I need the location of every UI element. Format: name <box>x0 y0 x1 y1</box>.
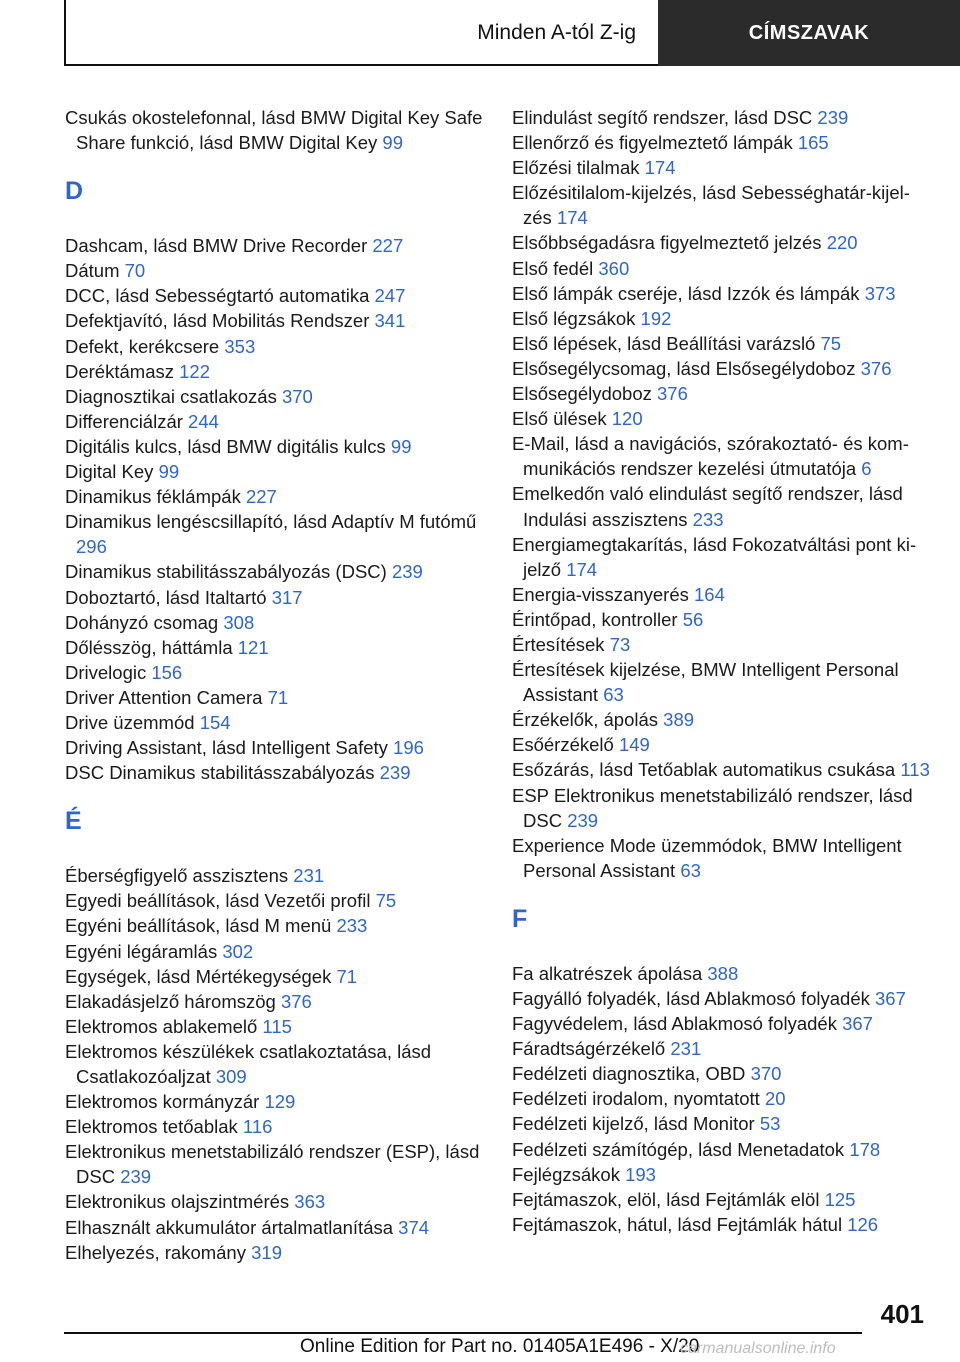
page-reference-link[interactable]: 174 <box>566 558 598 580</box>
page-reference-link[interactable]: 220 <box>826 232 858 254</box>
page-reference-link[interactable]: 193 <box>625 1163 656 1185</box>
page-reference-link[interactable]: 120 <box>611 408 643 430</box>
page-reference-link[interactable]: 367 <box>842 1013 873 1035</box>
index-entry-label: Fedélzeti számítógép, lásd Menetadatok <box>512 1138 845 1160</box>
index-entry-label: Fejtámaszok, hátul, lásd Fejtámlák hátul <box>512 1213 843 1235</box>
index-entry-label: Dohányzó csomag <box>65 611 219 633</box>
index-entry <box>65 105 485 155</box>
index-entry <box>65 735 485 760</box>
page-reference-link[interactable]: 231 <box>670 1038 702 1060</box>
index-entry <box>65 585 485 610</box>
index-entry <box>65 1189 485 1214</box>
page-reference-link[interactable]: 75 <box>375 890 397 912</box>
index-entry-label: DSC Dinamikus stabilitásszabályozás <box>65 762 375 784</box>
index-entry <box>512 532 932 582</box>
page-reference-link[interactable]: 196 <box>393 737 424 759</box>
page-reference-link[interactable]: 165 <box>797 132 829 154</box>
page-reference-link[interactable]: 6 <box>861 458 872 480</box>
page-reference-link[interactable]: 71 <box>267 686 289 708</box>
index-entry-label: DCC, lásd Sebességtartó automatika <box>65 285 370 307</box>
index-entry <box>65 559 485 584</box>
page-reference-link[interactable]: 231 <box>293 865 325 887</box>
page-reference-link[interactable]: 239 <box>567 809 599 831</box>
index-entry-label: Egyéni légáramlás <box>65 940 218 962</box>
index-entry-label: Energia-visszanyerés <box>512 583 689 605</box>
index-column-left <box>65 105 485 1265</box>
index-entry <box>512 230 932 255</box>
index-entry-label: Fagyálló folyadék, lásd Ablakmosó folyadék <box>512 988 870 1009</box>
index-entry-label: Elektromos készülékek csatlakoztatása, lásd Csatlakozóaljzat <box>65 1040 432 1087</box>
index-entry-label: Csukás okostelefonnal, lásd BMW Digital Key Safe Share funkció, lásd BMW Digital Key <box>65 107 483 154</box>
page-reference-link[interactable]: 239 <box>120 1166 152 1188</box>
index-entry-label: Első lámpák cseréje, lásd Izzók és lámpák <box>512 282 860 304</box>
index-entry-label: Elindulást segítő rendszer, lásd DSC <box>512 107 813 128</box>
index-entry <box>512 381 932 406</box>
index-entry-label: Defekt, kerékcsere <box>65 335 220 357</box>
page-reference-link[interactable]: 53 <box>759 1113 781 1135</box>
page-reference-link[interactable]: 308 <box>223 611 255 633</box>
index-entry-label: Differenciálzár <box>65 410 183 432</box>
page-reference-link[interactable]: 373 <box>864 282 896 304</box>
index-entry <box>65 760 485 785</box>
page-reference-link[interactable]: 227 <box>372 235 404 257</box>
index-entry <box>512 281 932 306</box>
index-entry <box>65 635 485 660</box>
page-reference-link[interactable]: 353 <box>224 335 256 357</box>
index-entry-label: Elhelyezés, rakomány <box>65 1241 246 1263</box>
index-entry <box>65 283 485 308</box>
index-entry <box>512 582 932 607</box>
index-entry-label: Elektromos kormányzár <box>65 1091 260 1113</box>
index-entry-label: Érintőpad, kontroller <box>512 608 678 630</box>
page-reference-link[interactable]: 370 <box>750 1063 782 1085</box>
index-entry <box>65 660 485 685</box>
index-entry <box>65 913 485 938</box>
index-entry <box>512 783 932 833</box>
page-reference-link[interactable]: 99 <box>390 435 412 457</box>
index-entry-label: Driver Attention Camera <box>65 686 263 708</box>
page-reference-link[interactable]: 367 <box>875 988 906 1009</box>
index-entry-label: Emelkedőn való elindulást segítő rendszer, lásd Indulási asszisztens <box>512 483 903 530</box>
index-column-right <box>512 105 932 1237</box>
index-entry-label: Elakadásjelző háromszög <box>65 990 276 1012</box>
section-letter: F <box>512 904 528 933</box>
index-entry-label: Előzésitilalom-kijelzés, lásd Sebességhatár-kijelzés <box>512 182 910 229</box>
index-entry-label: Ellenőrző és figyelmeztető lámpák <box>512 132 793 154</box>
page-reference-link[interactable]: 56 <box>682 608 704 630</box>
page-reference-link[interactable]: 149 <box>618 734 650 756</box>
page-reference-link[interactable]: 70 <box>124 260 146 282</box>
header-tab-label[interactable]: CÍMSZAVAK <box>658 0 960 66</box>
index-entry-label: Egyedi beállítások, lásd Vezetői profil <box>65 890 371 912</box>
page-reference-link[interactable]: 317 <box>271 586 303 608</box>
page-reference-link[interactable]: 192 <box>640 307 672 329</box>
page-reference-link[interactable]: 233 <box>692 508 724 530</box>
index-entry <box>512 1212 932 1237</box>
index-entry <box>512 632 932 657</box>
index-entry-label: Dinamikus féklámpák <box>65 486 241 508</box>
index-entry-label: Fagyvédelem, lásd Ablakmosó folyadék <box>512 1013 837 1035</box>
section-letter: É <box>65 807 82 836</box>
index-entry <box>65 1014 485 1039</box>
page-reference-link[interactable]: 360 <box>598 257 630 279</box>
index-entry <box>512 707 932 732</box>
index-entry-label: Fa alkatrészek ápolása <box>512 962 703 984</box>
page-reference-link[interactable]: 376 <box>860 357 892 379</box>
section-letter: D <box>65 177 84 206</box>
index-entry <box>65 459 485 484</box>
watermark: carmanualsonline.info <box>680 1340 836 1357</box>
index-entry <box>512 1086 932 1111</box>
index-entry <box>65 1039 485 1089</box>
index-entry <box>512 732 932 757</box>
index-entry <box>512 155 932 180</box>
index-entry-label: Digital Key <box>65 461 154 483</box>
index-entry-label: Fejlégzsákok <box>512 1163 620 1185</box>
index-entry-label: ESP Elektronikus menetstabilizáló rendszer, lásd DSC <box>512 784 913 831</box>
index-entry <box>512 757 932 782</box>
index-entry-label: Éberségfigyelő asszisztens <box>65 865 289 887</box>
page-reference-link[interactable]: 376 <box>657 383 688 405</box>
index-entry <box>512 130 932 155</box>
page-reference-link[interactable]: 174 <box>644 157 676 179</box>
index-entry <box>512 961 932 986</box>
index-entry <box>65 409 485 434</box>
index-entry <box>512 1061 932 1086</box>
index-entry <box>65 685 485 710</box>
index-entry-label: Deréktámasz <box>65 360 174 382</box>
index-entry <box>512 105 932 130</box>
index-entry <box>65 484 485 509</box>
index-entry-label: Esőérzékelő <box>512 734 614 756</box>
index-entry-label: Diagnosztikai csatlakozás <box>65 385 277 407</box>
page-reference-link[interactable]: 370 <box>281 385 313 407</box>
page-reference-link[interactable]: 239 <box>817 107 849 128</box>
page-reference-link[interactable]: 244 <box>188 410 219 432</box>
page-reference-link[interactable]: 125 <box>824 1188 856 1210</box>
page-reference-link[interactable]: 376 <box>280 990 312 1012</box>
index-entry-label: Egységek, lásd Mértékegységek <box>65 965 332 987</box>
page-reference-link[interactable]: 389 <box>663 709 695 731</box>
page-reference-link[interactable]: 156 <box>151 661 183 683</box>
index-entry-label: Elsősegélydoboz <box>512 383 652 405</box>
index-entry-label: Első fedél <box>512 257 594 279</box>
index-entry <box>65 359 485 384</box>
index-entry-label: Fáradtságérzékelő <box>512 1038 666 1060</box>
index-entry-label: Experience Mode üzemmódok, BMW Intelligent Personal Assistant <box>512 834 902 881</box>
index-entry <box>65 1114 485 1139</box>
footer-divider <box>64 1332 862 1334</box>
page-reference-link[interactable]: 309 <box>215 1066 247 1087</box>
page-reference-link[interactable]: 296 <box>76 536 107 558</box>
index-entry <box>512 1162 932 1187</box>
index-entry <box>512 1011 932 1036</box>
page-reference-link[interactable]: 302 <box>222 940 254 962</box>
index-entry-label: Fedélzeti kijelző, lásd Monitor <box>512 1113 755 1135</box>
index-entry <box>512 1137 932 1162</box>
index-entry-label: Energiamegtakarítás, lásd Fokozatváltási pont kijelző <box>512 533 917 580</box>
index-entry-label: Dashcam, lásd BMW Drive Recorder <box>65 235 368 257</box>
page-reference-link[interactable]: 233 <box>336 915 368 937</box>
page-reference-link[interactable]: 341 <box>374 310 406 332</box>
index-entry-label: Defektjavító, lásd Mobilitás Rendszer <box>65 310 370 332</box>
index-entry <box>512 481 932 531</box>
page-number: 401 <box>880 1299 924 1329</box>
index-entry <box>512 833 932 883</box>
index-entry-label: Fedélzeti diagnosztika, OBD <box>512 1063 746 1085</box>
index-entry-label: Dőlésszög, háttámla <box>65 636 233 658</box>
index-entry <box>65 384 485 409</box>
index-entry-label: Fejtámaszok, elöl, lásd Fejtámlák elöl <box>512 1188 820 1210</box>
index-entry <box>512 331 932 356</box>
index-entry-label: Elsőbbségadásra figyelmeztető jelzés <box>512 232 822 254</box>
page-reference-link[interactable]: 178 <box>849 1138 881 1160</box>
index-entry <box>65 233 485 258</box>
index-entry <box>65 1139 485 1189</box>
index-entry-label: Elektronikus menetstabilizáló rendszer (ESP), lásd DSC <box>65 1141 480 1188</box>
index-entry <box>65 863 485 888</box>
index-entry <box>512 431 932 481</box>
index-entry <box>512 986 932 1011</box>
page-reference-link[interactable]: 164 <box>694 583 725 605</box>
index-entry-label: Előzési tilalmak <box>512 157 640 179</box>
index-entry-label: Elektromos tetőablak <box>65 1116 238 1138</box>
index-entry <box>512 256 932 281</box>
index-entry <box>512 406 932 431</box>
page-reference-link[interactable]: 122 <box>179 360 210 382</box>
index-entry-label: Doboztartó, lásd Italtartó <box>65 586 267 608</box>
index-entry <box>65 434 485 459</box>
index-entry <box>65 710 485 735</box>
index-entry-label: Első ülések <box>512 408 607 430</box>
page-reference-link[interactable]: 63 <box>603 684 624 706</box>
index-entry-label: Dinamikus stabilitásszabályozás (DSC) <box>65 561 387 583</box>
index-entry <box>512 657 932 707</box>
page-reference-link[interactable]: 239 <box>391 561 423 583</box>
page-reference-link[interactable]: 99 <box>382 132 403 154</box>
index-entry <box>512 607 932 632</box>
index-entry-label: Elektromos ablakemelő <box>65 1015 258 1037</box>
page-reference-link[interactable]: 113 <box>900 759 930 781</box>
index-entry <box>65 964 485 989</box>
page-reference-link[interactable]: 319 <box>251 1241 282 1263</box>
index-entry-label: Digitális kulcs, lásd BMW digitális kulcs <box>65 435 386 457</box>
index-entry-label: Drive üzemmód <box>65 711 195 733</box>
page-reference-link[interactable]: 71 <box>336 965 358 987</box>
index-entry <box>65 308 485 333</box>
index-entry-label: Fedélzeti irodalom, nyomtatott <box>512 1088 760 1110</box>
page-reference-link[interactable]: 73 <box>609 633 631 655</box>
index-entry <box>512 306 932 331</box>
page-reference-link[interactable]: 121 <box>237 636 269 658</box>
page-reference-link[interactable]: 247 <box>374 285 406 307</box>
index-entry <box>65 610 485 635</box>
index-entry-label: Dátum <box>65 260 120 282</box>
index-entry-label: Érzékelők, ápolás <box>512 709 659 731</box>
page-reference-link[interactable]: 227 <box>245 486 277 508</box>
index-entry-label: Drivelogic <box>65 661 147 683</box>
index-entry <box>65 939 485 964</box>
index-entry-label: E-Mail, lásd a navigációs, szórakoztató- és kommunikációs rendszer kezelési útmutatója <box>512 433 909 480</box>
index-entry-label: Driving Assistant, lásd Intelligent Safety <box>65 737 388 759</box>
index-entry <box>65 1240 485 1265</box>
index-entry-label: Esőzárás, lásd Tetőablak automatikus csukása <box>512 759 896 781</box>
page-reference-link[interactable]: 154 <box>199 711 231 733</box>
page-reference-link[interactable]: 115 <box>262 1015 292 1037</box>
index-entry-label: Elektronikus olajszintmérés <box>65 1191 290 1213</box>
page-reference-link[interactable]: 174 <box>556 207 588 229</box>
page-reference-link[interactable]: 239 <box>379 762 411 784</box>
index-entry <box>65 888 485 913</box>
header-title: Minden A-tól Z-ig <box>477 21 636 44</box>
index-entry <box>65 989 485 1014</box>
page-reference-link[interactable]: 126 <box>847 1213 879 1235</box>
index-entry <box>512 356 932 381</box>
index-entry-label: Elsősegélycsomag, lásd Elsősegélydoboz <box>512 357 856 379</box>
page-reference-link[interactable]: 63 <box>680 859 701 881</box>
page-reference-link[interactable]: 129 <box>264 1091 296 1113</box>
page-reference-link[interactable]: 116 <box>242 1116 273 1138</box>
page-reference-link[interactable]: 75 <box>820 332 842 354</box>
page-reference-link[interactable]: 99 <box>158 461 180 483</box>
index-entry-label: Egyéni beállítások, lásd M menü <box>65 915 332 937</box>
page-reference-link[interactable]: 388 <box>707 962 739 984</box>
index-entry-label: Értesítések kijelzése, BMW Intelligent Personal Assistant <box>512 659 899 706</box>
index-entry <box>512 180 932 230</box>
index-entry <box>512 1111 932 1136</box>
page-reference-link[interactable]: 374 <box>398 1216 430 1238</box>
index-entry-label: Dinamikus lengéscsillapító, lásd Adaptív M futómű <box>65 511 477 533</box>
index-entry <box>65 334 485 359</box>
index-entry <box>65 1089 485 1114</box>
index-entry <box>65 509 485 559</box>
index-entry <box>65 258 485 283</box>
index-entry-label: Értesítések <box>512 633 605 655</box>
page-reference-link[interactable]: 20 <box>764 1088 786 1110</box>
index-entry <box>512 1187 932 1212</box>
page-reference-link[interactable]: 363 <box>294 1191 326 1213</box>
index-entry <box>65 1215 485 1240</box>
index-entry-label: Első lépések, lásd Beállítási varázsló <box>512 332 816 354</box>
index-entry-label: Elhasznált akkumulátor ártalmatlanítása <box>65 1216 394 1238</box>
index-entry <box>512 1036 932 1061</box>
edition-note: Online Edition for Part no. 01405A1E496 - X/20 <box>300 1336 700 1357</box>
index-entry-label: Első légzsákok <box>512 307 636 329</box>
